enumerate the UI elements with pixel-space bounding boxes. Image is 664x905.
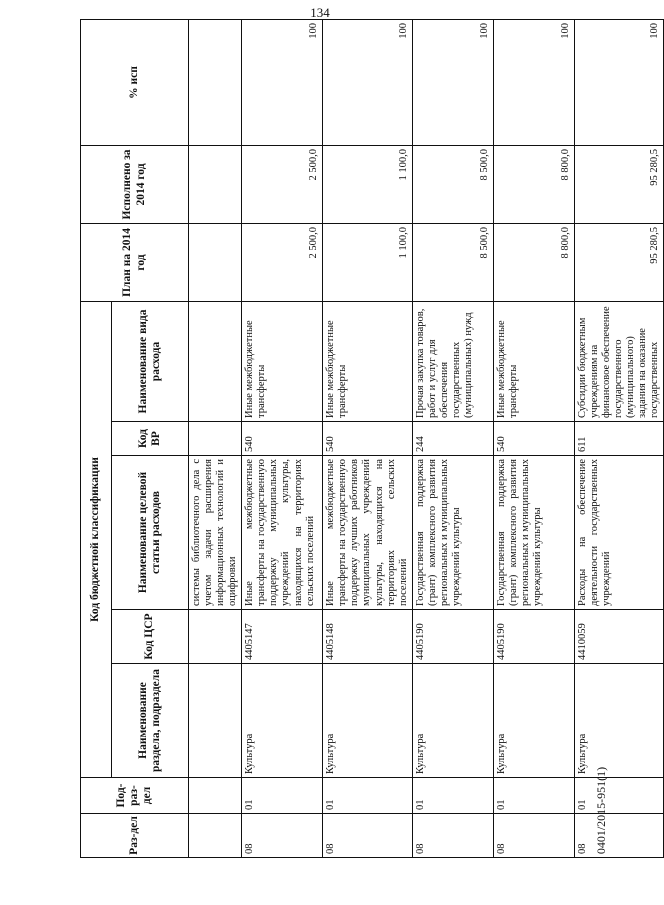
cell-razdel: 08 [242, 814, 323, 858]
cell-vr: 540 [242, 422, 323, 456]
cell-csr: 4405190 [493, 610, 574, 664]
cell-pct: 100 [574, 19, 663, 145]
cell-plan: 8 500,0 [412, 223, 493, 301]
cell-vr-name: Прочая закупка товаров, работ и услуг для обеспечения государственных (муниципальных) нужд [412, 301, 493, 421]
header-vr-name: Наименование вида расхода [112, 301, 189, 421]
cell-target: Иные межбюджетные трансферты на государственную поддержку лучших работников муниципальных учреждений культуры, находящихся на территориях сельских поселений [323, 456, 412, 610]
cell-podrazdel: 01 [574, 778, 663, 814]
header-podrazdel: Под-раз-дел [81, 778, 189, 814]
cell-plan: 2 500,0 [242, 223, 323, 301]
cell-vr-name: Иные межбюджетные трансферты [242, 301, 323, 421]
table-row [574, 19, 663, 857]
continuation-row [189, 19, 242, 857]
cell-vr: 540 [323, 422, 412, 456]
cell-vr: 611 [574, 422, 663, 456]
cell-done: 2 500,0 [242, 145, 323, 223]
cell-plan: 1 100,0 [323, 223, 412, 301]
cell-done: 95 280,5 [574, 145, 663, 223]
cell-podrazdel: 01 [493, 778, 574, 814]
cell-target: Государственная поддержка (грант) комплексного развития региональных и муниципальных учреждений культуры [493, 456, 574, 610]
cell-csr: 4405147 [242, 610, 323, 664]
cell-csr: 4410059 [574, 610, 663, 664]
table-row [412, 19, 493, 857]
cell-razdel: 08 [323, 814, 412, 858]
cell-csr: 4405148 [323, 610, 412, 664]
cell-plan: 8 800,0 [493, 223, 574, 301]
cell-section: Культура [323, 664, 412, 778]
document-code-text: 0401/2015-951(1) [594, 766, 609, 854]
header-target-name: Наименование целевой статьи расходов [112, 456, 189, 610]
cell-pct: 100 [493, 19, 574, 145]
header-plan: План на 2014 год [81, 223, 189, 301]
cell-vr: 244 [412, 422, 493, 456]
cell-done: 8 800,0 [493, 145, 574, 223]
cell-pct: 100 [242, 19, 323, 145]
cell-razdel: 08 [493, 814, 574, 858]
table-row [493, 19, 574, 857]
header-pct: % исп [81, 19, 189, 145]
header-razdel: Раз-дел [81, 814, 189, 858]
cell-vr-name: Иные межбюджетные трансферты [493, 301, 574, 421]
header-done: Исполнено за 2014 год [81, 145, 189, 223]
table-row [323, 19, 412, 857]
cell-podrazdel: 01 [323, 778, 412, 814]
header-group-title: Код бюджетной классификации [81, 301, 112, 777]
cell-plan: 95 280,5 [574, 223, 663, 301]
cell-target: Расходы на обеспечение деятельности государственных учреждений [574, 456, 663, 610]
cell-vr: 540 [493, 422, 574, 456]
cell-done: 1 100,0 [323, 145, 412, 223]
header-vr: Код ВР [112, 422, 189, 456]
cell-target: Иные межбюджетные трансферты на государственную поддержку муниципальных учреждений культуры, находящихся на территориях сельских поселений [242, 456, 323, 610]
cell-vr-name: Субсидии бюджетным учреждениям на финансовое обеспечение государственного (муниципального) задания на оказание государственных [574, 301, 663, 421]
cell-vr-name: Иные межбюджетные трансферты [323, 301, 412, 421]
budget-table [80, 19, 664, 858]
cell-razdel: 08 [574, 814, 663, 858]
cell-section: Культура [412, 664, 493, 778]
cell-done: 8 500,0 [412, 145, 493, 223]
cell-pct: 100 [323, 19, 412, 145]
document-code [592, 740, 612, 880]
header-section-name: Наименование раздела, подраздела [112, 664, 189, 778]
continuation-text: системы библиотечного дела с учетом задачи расширения информационных технологий и оцифровки [189, 456, 242, 610]
cell-podrazdel: 01 [242, 778, 323, 814]
cell-csr: 4405190 [412, 610, 493, 664]
cell-podrazdel: 01 [412, 778, 493, 814]
page-number: 134 [310, 5, 330, 20]
table-row [242, 19, 323, 857]
cell-target: Государственная поддержка (грант) комплексного развития региональных и муниципальных учреждений культуры [412, 456, 493, 610]
cell-section: Культура [574, 664, 663, 778]
cell-razdel: 08 [412, 814, 493, 858]
header-csr: Код ЦСР [112, 610, 189, 664]
cell-pct: 100 [412, 19, 493, 145]
cell-section: Культура [493, 664, 574, 778]
cell-section: Культура [242, 664, 323, 778]
